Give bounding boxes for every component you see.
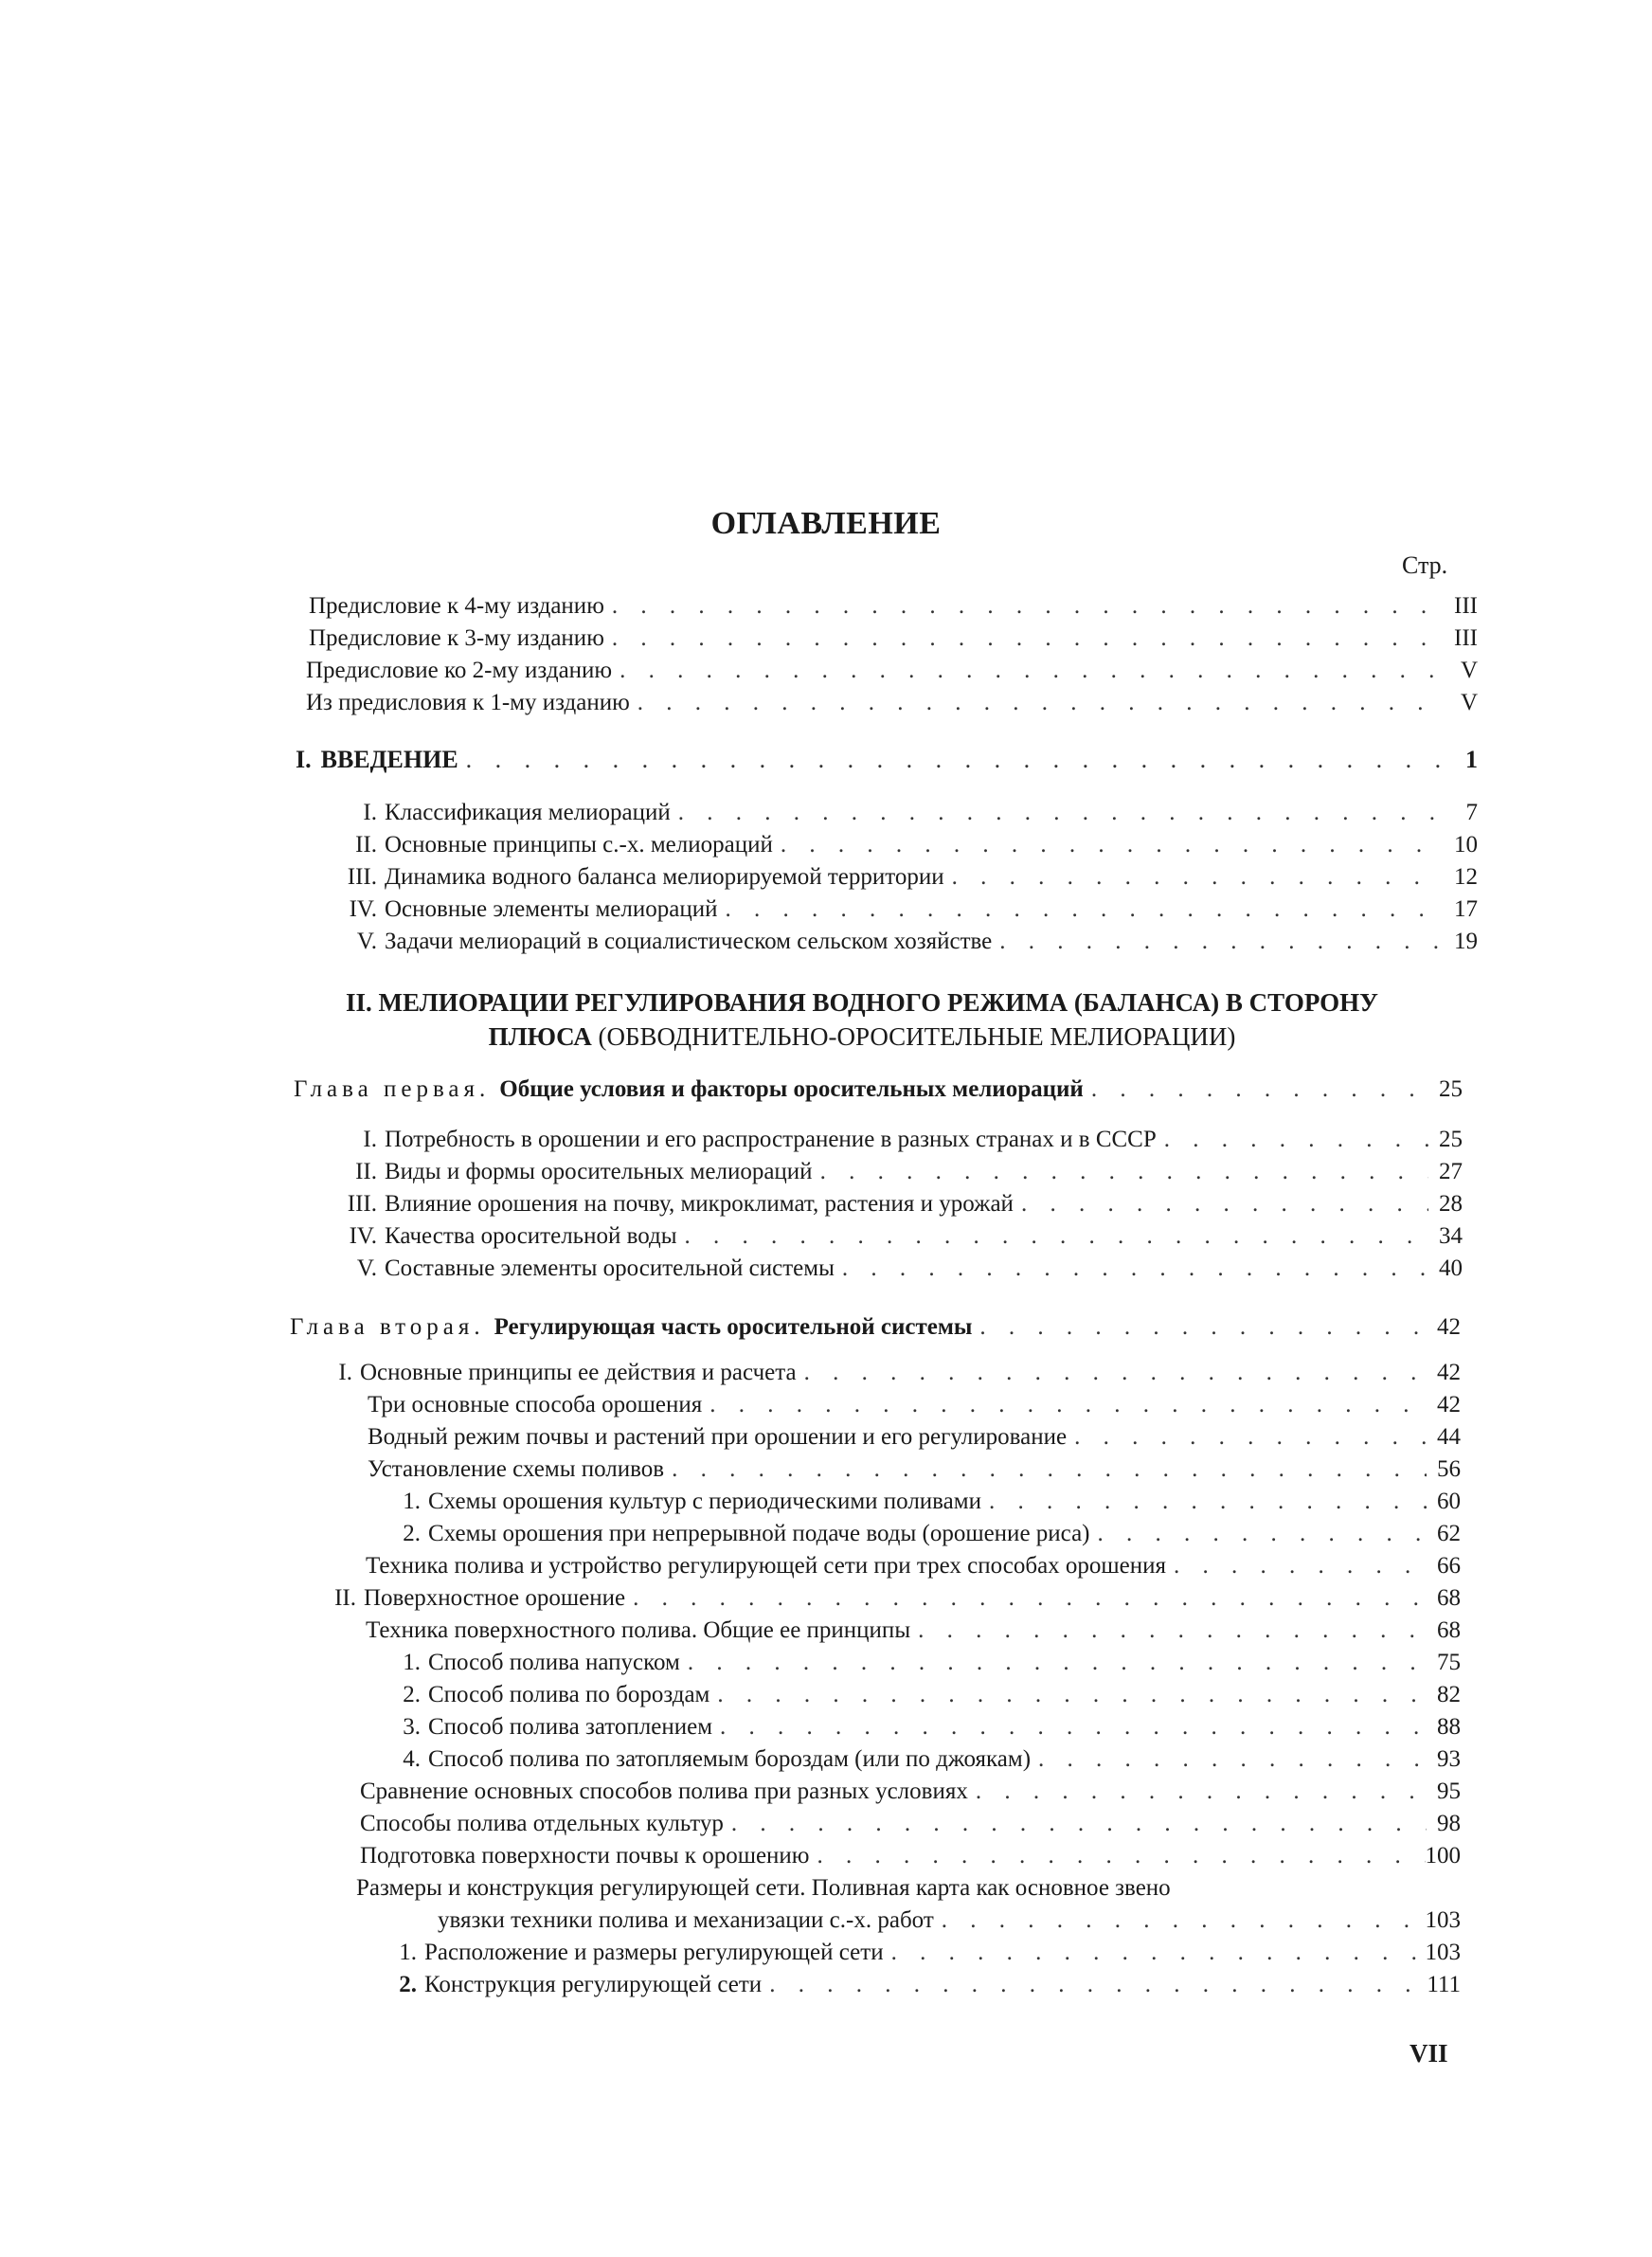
- toc-entry-page: 40: [1439, 1255, 1463, 1281]
- toc-entry-label: Предисловие к 3-му изданию: [309, 625, 604, 651]
- toc-entry-page: 34: [1439, 1223, 1463, 1249]
- toc-row-item: [394, 1937, 1461, 1969]
- toc-row-item: [398, 1679, 1461, 1711]
- toc-entry-page: 28: [1439, 1191, 1463, 1217]
- item-number: 1.: [403, 1489, 421, 1514]
- toc-entry-label: Предисловие ко 2-му изданию: [306, 658, 613, 683]
- toc-entry-label: Способ полива по затопляемым бороздам (или по джоякам): [428, 1746, 1032, 1772]
- toc-row-section: [322, 829, 1478, 861]
- toc-entry-page: 82: [1437, 1682, 1461, 1707]
- toc-part1-heading: [296, 744, 1478, 776]
- toc-entry-label: Качества оросительной воды: [385, 1223, 677, 1249]
- item-number: 1.: [399, 1940, 417, 1965]
- toc-row-section: [322, 1253, 1463, 1285]
- toc-chapter1-heading: [294, 1074, 1463, 1106]
- section-number: III.: [347, 1191, 377, 1217]
- toc-entry-page: 68: [1437, 1585, 1461, 1611]
- toc-entry-label: Техника поверхностного полива. Общие ее принципы: [366, 1617, 911, 1643]
- toc-entry-page: 27: [1439, 1159, 1463, 1184]
- section-number: V.: [356, 1255, 377, 1281]
- section-number: II.: [355, 1159, 377, 1184]
- toc-entry-page: 100: [1425, 1843, 1461, 1869]
- toc-row-item: [398, 1647, 1461, 1679]
- toc-entry-label: Поверхностное орошение: [364, 1585, 626, 1611]
- section-number: V.: [356, 929, 377, 954]
- section-number: IV.: [349, 896, 377, 922]
- section-number: III.: [347, 864, 377, 890]
- section-number: II.: [334, 1585, 356, 1611]
- item-number: 2.: [403, 1682, 421, 1707]
- toc-entry-page: III: [1454, 593, 1478, 619]
- toc-entry-label: Составные элементы оросительной системы: [385, 1255, 835, 1281]
- part-title: ВВЕДЕНИЕ: [320, 746, 458, 773]
- toc-entry-page: 44: [1437, 1424, 1461, 1450]
- toc-entry-page: 103: [1425, 1940, 1461, 1965]
- toc-row-section: [322, 894, 1478, 926]
- item-number: 2.: [403, 1521, 421, 1546]
- toc-entry-page: V: [1460, 658, 1478, 683]
- section-number: I.: [363, 1127, 377, 1152]
- toc-entry-label: Схемы орошения культур с периодическими поливами: [428, 1489, 981, 1514]
- toc-entry-page: 1: [1465, 746, 1478, 773]
- section-number: I.: [338, 1360, 352, 1385]
- toc-row-section: [322, 861, 1478, 894]
- toc-entry-label: Основные принципы с.-х. мелиораций: [385, 832, 773, 858]
- toc-row-subsection: [368, 1421, 1461, 1454]
- toc-entry-page: 66: [1437, 1553, 1461, 1579]
- toc-entry-page: III: [1454, 625, 1478, 651]
- toc-entry-label: Влияние орошения на почву, микроклимат, растения и урожай: [385, 1191, 1014, 1217]
- page-title: ОГЛАВЛЕНИЕ: [710, 506, 942, 541]
- toc-entry-page: 10: [1454, 832, 1478, 858]
- toc-row-subsection: [366, 1550, 1461, 1582]
- section-number: I.: [363, 800, 377, 825]
- toc-entry-label: Задачи мелиораций в социалистическом сельском хозяйстве: [385, 929, 993, 954]
- toc-row-item: [398, 1743, 1461, 1776]
- toc-row-item: [398, 1518, 1461, 1550]
- part-number: I.: [296, 746, 312, 773]
- part2-heading-bold: ПЛЮСА: [488, 1022, 592, 1051]
- toc-row-preface: [306, 687, 1478, 719]
- toc-entry-page: 56: [1437, 1456, 1461, 1482]
- toc-row-item: [398, 1486, 1461, 1518]
- toc-entry-label: Водный режим почвы и растений при орошении и его регулирование: [368, 1424, 1068, 1450]
- toc-row-subsection: [360, 1776, 1461, 1808]
- toc-entry-label: Три основные способа орошения: [368, 1392, 703, 1417]
- toc-entry-page: 111: [1427, 1972, 1461, 1997]
- toc-row-section: [313, 1582, 1461, 1615]
- toc-row-subsection: [368, 1454, 1461, 1486]
- toc-entry-label: Предисловие к 4-му изданию: [309, 593, 604, 619]
- toc-entry-label: Основные принципы ее действия и расчета: [360, 1360, 797, 1385]
- toc-row-section: [322, 1220, 1463, 1253]
- section-number: II.: [355, 832, 377, 858]
- toc-entry-label: Сравнение основных способов полива при разных условиях: [360, 1779, 968, 1804]
- toc-chapter2-heading: [290, 1311, 1461, 1344]
- toc-entry-label: Классификация мелиораций: [385, 800, 671, 825]
- toc-row-preface: [309, 623, 1478, 655]
- chapter-label: Глава первая.: [294, 1076, 491, 1102]
- chapter-label: Глава вторая.: [290, 1314, 485, 1340]
- toc-entry-page: 25: [1439, 1127, 1463, 1152]
- toc-entry-page: 42: [1437, 1360, 1461, 1385]
- toc-entry-page: 19: [1454, 929, 1478, 954]
- toc-entry-label: Установление схемы поливов: [368, 1456, 665, 1482]
- toc-entry-label: Способ полива по бороздам: [428, 1682, 710, 1707]
- toc-entry-page: 62: [1437, 1521, 1461, 1546]
- toc-entry-page: 42: [1437, 1314, 1461, 1340]
- toc-entry-label-line1: Размеры и конструкция регулирующей сети. Поливная карта как основное звено: [356, 1875, 1171, 1901]
- toc-row-item: [394, 1969, 1461, 2001]
- toc-entry-label: Расположение и размеры регулирующей сети: [424, 1940, 884, 1965]
- toc-entry-label: Подготовка поверхности почвы к орошению: [360, 1843, 810, 1869]
- toc-row-subsection: [360, 1840, 1461, 1872]
- toc-entry-page: 75: [1437, 1650, 1461, 1675]
- part2-heading-line2: [275, 1020, 1449, 1054]
- toc-entry-label: Динамика водного баланса мелиорируемой территории: [385, 864, 944, 890]
- toc-entry-page: 93: [1437, 1746, 1461, 1772]
- toc-row-section: [322, 1188, 1463, 1220]
- item-number: 4.: [403, 1746, 421, 1772]
- toc-row-subsection: [366, 1615, 1461, 1647]
- section-number: IV.: [349, 1223, 377, 1249]
- toc-row-subsection: [368, 1389, 1461, 1421]
- toc-entry-label: Виды и формы оросительных мелиораций: [385, 1159, 813, 1184]
- toc-entry-label: Основные элементы мелиораций: [385, 896, 718, 922]
- toc-entry-page: 103: [1425, 1907, 1461, 1933]
- toc-entry-label: Способ полива напуском: [428, 1650, 680, 1675]
- chapter-title: Регулирующая часть оросительной системы: [494, 1314, 973, 1340]
- toc-row-preface: [309, 590, 1478, 623]
- toc-row-item: [398, 1711, 1461, 1743]
- toc-entry-label: Из предисловия к 1-му изданию: [306, 690, 630, 715]
- toc-entry-label: Техника полива и устройство регулирующей сети при трех способах орошения: [366, 1553, 1167, 1579]
- toc-entry-page: 60: [1437, 1489, 1461, 1514]
- toc-entry-page: V: [1460, 690, 1478, 715]
- toc-entry-page: 98: [1437, 1811, 1461, 1836]
- page-folio: VII: [1410, 2039, 1448, 2067]
- toc-entry-label: Способ полива затоплением: [428, 1714, 713, 1740]
- toc-entry-page: 7: [1465, 800, 1478, 825]
- toc-entry-label: Потребность в орошении и его распространение в разных странах и в СССР: [385, 1127, 1157, 1152]
- toc-entry-page: 17: [1454, 896, 1478, 922]
- toc-row-preface: [306, 655, 1478, 687]
- item-number: 1.: [403, 1650, 421, 1675]
- part2-heading-rest: (ОБВОДНИТЕЛЬНО-ОРОСИТЕЛЬНЫЕ МЕЛИОРАЦИИ): [598, 1022, 1236, 1051]
- toc-row-section: [322, 1156, 1463, 1188]
- toc-entry-page: 68: [1437, 1617, 1461, 1643]
- item-number: 2.: [399, 1972, 417, 1997]
- item-number: 3.: [403, 1714, 421, 1740]
- part2-heading-line1: II. МЕЛИОРАЦИИ РЕГУЛИРОВАНИЯ ВОДНОГО РЕЖИМА (БАЛАНСА) В СТОРОНУ: [345, 988, 1378, 1017]
- toc-row-section: [322, 1124, 1463, 1156]
- toc-row-subsection-continued: [438, 1905, 1461, 1937]
- toc-entry-label: Способы полива отдельных культур: [360, 1811, 724, 1836]
- toc-entry-page: 12: [1454, 864, 1478, 890]
- toc-entry-label: Конструкция регулирующей сети: [424, 1972, 763, 1997]
- toc-row-section: [322, 926, 1478, 958]
- toc-row-section: [322, 797, 1478, 829]
- toc-entry-label-line2: увязки техники полива и механизации с.-х. работ: [438, 1907, 934, 1933]
- chapter-title: Общие условия и факторы оросительных мелиораций: [499, 1076, 1084, 1102]
- page-column-label: Стр.: [1402, 551, 1448, 579]
- toc-row-subsection: [360, 1808, 1461, 1840]
- toc-entry-label: Схемы орошения при непрерывной подаче воды (орошение риса): [428, 1521, 1090, 1546]
- toc-entry-page: 95: [1437, 1779, 1461, 1804]
- toc-entry-page: 42: [1437, 1392, 1461, 1417]
- toc-entry-page: 88: [1437, 1714, 1461, 1740]
- toc-row-section: [313, 1357, 1461, 1389]
- toc-entry-page: 25: [1439, 1076, 1463, 1102]
